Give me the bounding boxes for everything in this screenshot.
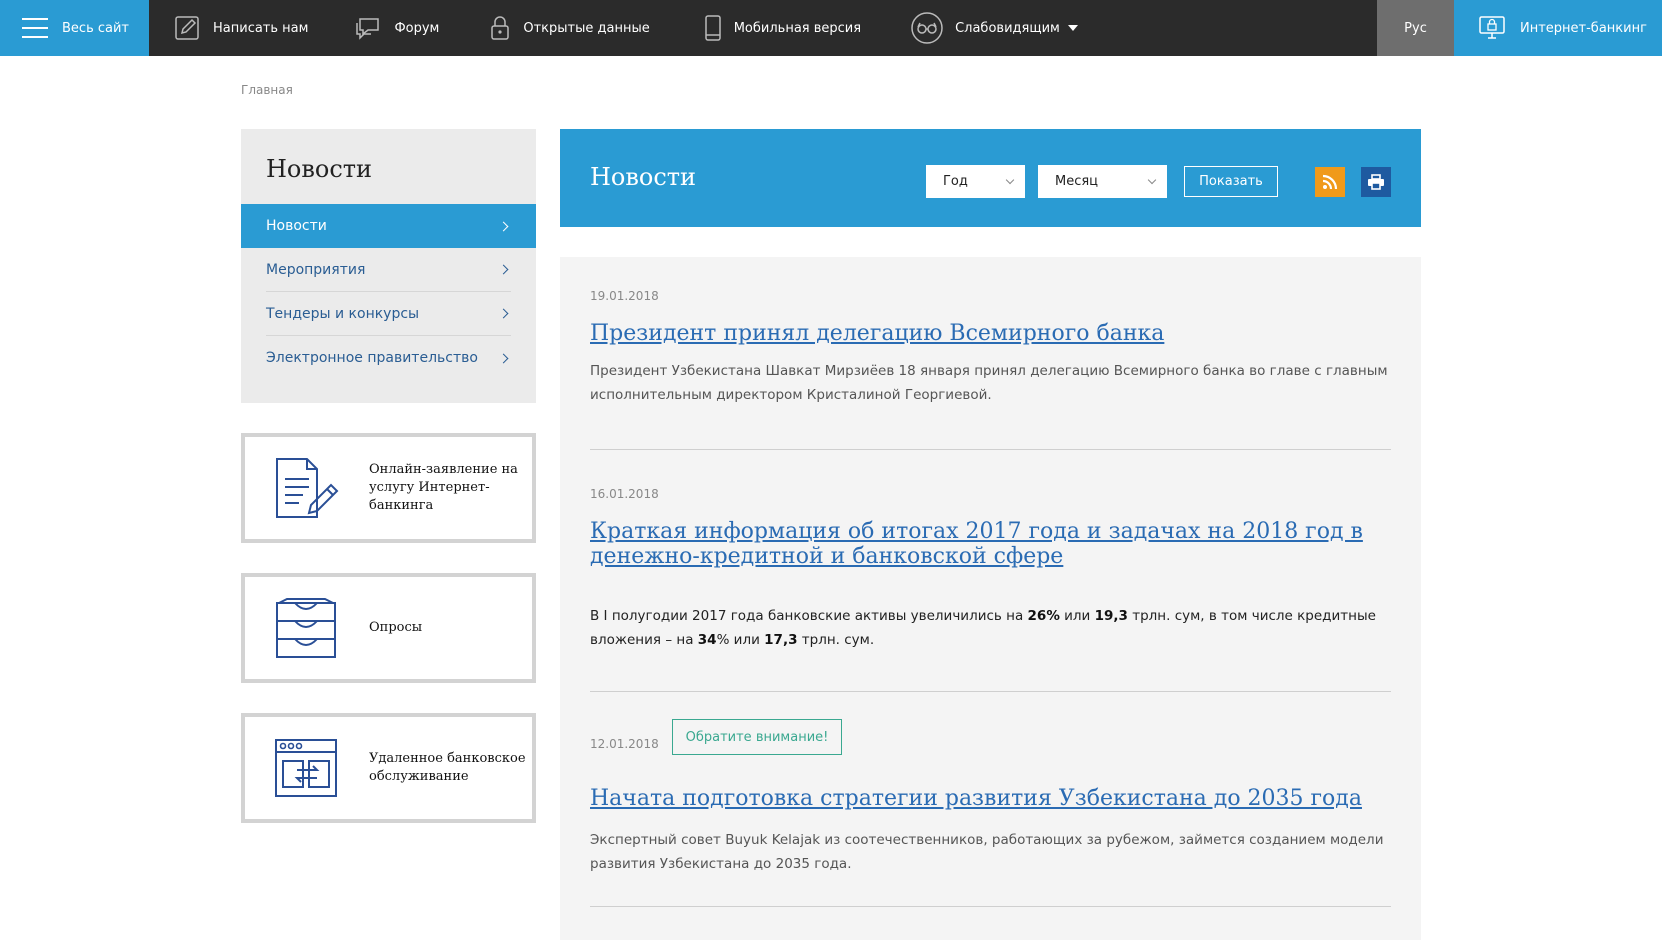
open-data-label: Открытые данные bbox=[523, 20, 650, 36]
print-button[interactable] bbox=[1361, 167, 1391, 197]
text-part: В I полугодии 2017 года банковские активы увеличились на bbox=[590, 608, 1028, 624]
month-select[interactable] bbox=[1038, 165, 1167, 198]
low-vision-label: Слабовидящим bbox=[955, 20, 1060, 36]
news-list bbox=[560, 257, 1421, 940]
language-switcher[interactable] bbox=[1377, 0, 1454, 56]
sidebar-item-label: Тендеры и конкурсы bbox=[266, 305, 420, 322]
news-item bbox=[590, 729, 1391, 876]
news-summary: Президент Узбекистана Шавкат Мирзиёев 18 января принял делегацию Всемирного банка во главе с главным исполнительным директором Кристалиной Георгиевой. bbox=[590, 363, 1388, 403]
pencil-icon bbox=[173, 14, 201, 42]
all-site-menu-button[interactable] bbox=[0, 0, 149, 56]
year-select[interactable] bbox=[926, 165, 1025, 198]
chevron-right-icon bbox=[499, 309, 509, 319]
document-pen-icon bbox=[273, 455, 339, 521]
rss-icon bbox=[1322, 174, 1338, 190]
text-bold: 34 bbox=[697, 632, 717, 648]
internet-banking-button[interactable] bbox=[1454, 0, 1662, 56]
sidebar bbox=[241, 129, 536, 403]
news-date: 19.01.2018 bbox=[590, 289, 659, 303]
write-us-link[interactable] bbox=[173, 0, 308, 56]
chevron-down-icon bbox=[1148, 176, 1156, 184]
mobile-version-link[interactable] bbox=[704, 0, 861, 56]
top-navigation-bar bbox=[0, 0, 1662, 56]
news-title-link[interactable]: Президент принял делегацию Всемирного банка bbox=[590, 321, 1165, 346]
chat-bubbles-icon bbox=[354, 15, 382, 41]
text-bold: 19,3 bbox=[1094, 608, 1128, 624]
chevron-down-icon bbox=[1068, 25, 1078, 31]
rss-button[interactable] bbox=[1315, 167, 1345, 197]
text-bold: 26% bbox=[1027, 608, 1060, 624]
sidebar-title: Новости bbox=[266, 155, 373, 183]
write-us-label: Написать нам bbox=[213, 20, 309, 36]
news-summary: Экспертный совет Buyuk Kelajak из соотечественников, работающих за рубежом, займется созданием модели развития Узбекистана до 2035 года. bbox=[590, 832, 1384, 872]
divider bbox=[590, 449, 1391, 450]
card-online-application[interactable] bbox=[241, 433, 536, 543]
sidebar-item-label: Мероприятия bbox=[266, 261, 366, 278]
text-part: % или bbox=[716, 632, 765, 648]
low-vision-menu[interactable] bbox=[911, 0, 1078, 56]
news-date: 12.01.2018 bbox=[590, 737, 659, 751]
mobile-icon bbox=[704, 14, 722, 42]
text-part: или bbox=[1059, 608, 1095, 624]
forum-label: Форум bbox=[394, 20, 440, 36]
card-label: Опросы bbox=[369, 620, 423, 635]
card-remote-banking[interactable] bbox=[241, 713, 536, 823]
sidebar-item-label: Новости bbox=[266, 218, 327, 234]
sidebar-item-tenders[interactable] bbox=[266, 292, 511, 336]
year-select-value: Год bbox=[943, 174, 968, 189]
text-bold: 17,3 bbox=[764, 632, 798, 648]
news-header bbox=[560, 129, 1421, 227]
chevron-right-icon bbox=[499, 221, 509, 231]
chevron-right-icon bbox=[499, 353, 509, 363]
show-button[interactable]: Показать bbox=[1184, 166, 1278, 197]
monitor-lock-icon bbox=[1478, 15, 1506, 41]
divider bbox=[590, 691, 1391, 692]
sidebar-item-e-government[interactable] bbox=[266, 336, 511, 380]
card-label: Онлайн-заявление на услугу Интернет-банкинга bbox=[369, 462, 518, 513]
news-date: 16.01.2018 bbox=[590, 487, 659, 501]
inbox-trays-icon bbox=[273, 595, 339, 661]
language-label: Рус bbox=[1404, 20, 1427, 36]
chevron-right-icon bbox=[499, 265, 509, 275]
mobile-version-label: Мобильная версия bbox=[733, 20, 862, 36]
internet-banking-label: Интернет-банкинг bbox=[1520, 20, 1647, 36]
sidebar-item-news[interactable] bbox=[241, 204, 536, 248]
divider bbox=[590, 906, 1391, 907]
forum-link[interactable] bbox=[354, 0, 439, 56]
open-data-link[interactable] bbox=[489, 0, 649, 56]
breadcrumb[interactable]: Главная bbox=[241, 83, 293, 97]
news-title-link[interactable]: Начата подготовка стратегии развития Узбекистана до 2035 года bbox=[590, 786, 1362, 811]
card-label: Удаленное банковское обслуживание bbox=[369, 751, 526, 784]
printer-icon bbox=[1367, 174, 1385, 190]
news-summary bbox=[590, 604, 1391, 652]
remote-banking-icon bbox=[273, 735, 339, 801]
chevron-down-icon bbox=[1006, 176, 1014, 184]
sidebar-item-label: Электронное правительство bbox=[266, 350, 478, 366]
card-surveys[interactable] bbox=[241, 573, 536, 683]
lock-icon bbox=[489, 14, 511, 42]
news-item bbox=[590, 289, 1391, 407]
page-title: Новости bbox=[590, 163, 697, 191]
text-part: трлн. сум. bbox=[797, 632, 875, 648]
hamburger-icon bbox=[22, 18, 48, 38]
month-select-value: Месяц bbox=[1055, 174, 1099, 189]
news-title-link[interactable]: Краткая информация об итогах 2017 года и задачах на 2018 год в денежно-кредитной и банковской сфере bbox=[590, 519, 1363, 569]
all-site-label: Весь сайт bbox=[62, 20, 129, 36]
text-part: трлн. сум, в том числе кредитные вложения – на bbox=[590, 608, 1376, 648]
sidebar-item-events[interactable] bbox=[266, 248, 511, 292]
attention-badge[interactable]: Обратите внимание! bbox=[672, 719, 842, 755]
glasses-icon bbox=[911, 12, 943, 44]
news-item bbox=[590, 487, 1391, 652]
